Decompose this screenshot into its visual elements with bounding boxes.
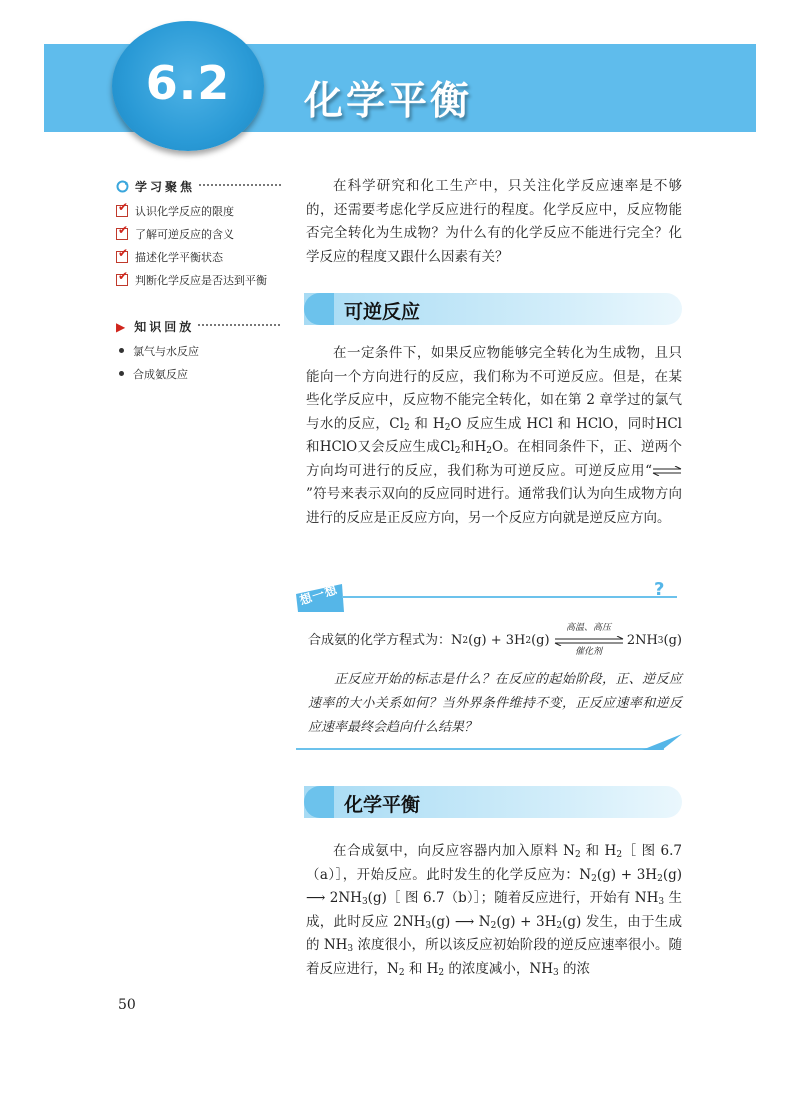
question-mark-icon: ? bbox=[654, 579, 665, 600]
heading-chemical-equilibrium bbox=[304, 786, 682, 818]
focus-item: ✔ 描述化学平衡状态 bbox=[116, 245, 281, 268]
heading-text: 化学平衡 bbox=[344, 794, 421, 816]
reversible-arrow-icon bbox=[652, 466, 682, 476]
review-item: 氯气与水反应 bbox=[116, 339, 280, 362]
dotted-leader bbox=[199, 184, 281, 186]
heading-tab bbox=[304, 293, 334, 325]
divider bbox=[296, 748, 664, 750]
think-box bbox=[296, 579, 684, 754]
learning-focus-heading bbox=[116, 178, 281, 195]
bullet-icon bbox=[119, 348, 124, 353]
reaction-condition-top: 高温、高压 bbox=[566, 623, 612, 633]
learning-focus-panel bbox=[116, 178, 281, 291]
divider bbox=[342, 596, 677, 598]
section-title: 化学平衡 bbox=[304, 79, 473, 124]
heading-tab bbox=[304, 786, 334, 818]
equilibrium-arrow bbox=[554, 623, 623, 657]
think-label: 想一想 bbox=[297, 582, 340, 608]
refresh-icon bbox=[116, 180, 129, 193]
focus-item: ✔ 了解可逆反应的含义 bbox=[116, 222, 281, 245]
section-number: 6.2 bbox=[145, 56, 231, 110]
dotted-leader bbox=[198, 324, 280, 326]
heading-reversible-reaction bbox=[304, 293, 682, 325]
knowledge-review-heading bbox=[116, 318, 280, 335]
review-item: 合成氨反应 bbox=[116, 362, 280, 385]
knowledge-review-title: 知识回放 bbox=[134, 320, 195, 334]
chemical-equilibrium-paragraph: 在合成氨中，向反应容器内加入原料 $N_2$ 和 $H_2[$ 图 6.7（a）］，开始反应。此时发生的化学反应为：$N_2(g) + 3H_2(g)$ ⟶ $2NH_3(g)[$ 图 6.7（b）］；随着反应进行，开始有 $NH_3$ 生成，此时反应 $2NH_3(g)$ ⟶ $N_2(g) + 3H_2(g)$ 发生，由于生成的 $NH_3$ 浓度很小，所以该反应初始阶段的逆反应速率很小。随着反应进行，$N_2$ 和 $H_2$ 的浓度减小，$NH_3$ 的浓 bbox=[306, 843, 682, 978]
learning-focus-title: 学习聚焦 bbox=[135, 180, 196, 194]
heading-text: 可逆反应 bbox=[344, 301, 421, 323]
corner-triangle-shape bbox=[642, 728, 682, 750]
page-number: 50 bbox=[118, 997, 136, 1013]
checkbox-checked-icon bbox=[116, 274, 128, 286]
checkbox-checked-icon bbox=[116, 251, 128, 263]
think-question: 正反应开始的标志是什么？在反应的起始阶段，正、逆反应速率的大小关系如何？当外界条件维持不变，正反应速率和逆反应速率最终会趋向什么结果？ bbox=[308, 672, 682, 735]
checkbox-checked-icon bbox=[116, 205, 128, 217]
knowledge-review-panel bbox=[116, 318, 280, 385]
focus-item: ✔ 认识化学反应的限度 bbox=[116, 199, 281, 222]
checkbox-checked-icon bbox=[116, 228, 128, 240]
bullet-icon bbox=[119, 371, 124, 376]
reaction-condition-bottom: 催化剂 bbox=[575, 647, 603, 657]
reversible-reaction-paragraph: 在一定条件下，如果反应物能够完全转化为生成物，且只能向一个方向进行的反应，我们称为不可逆反应。但是，在某些化学反应中，反应物不能完全转化，如在第 2 章学过的氯气与水的反应，$Cl_2$ 和 $H_2O$ 反应生成 HCl 和 HClO，同时HCl和HClO又会反应生成$Cl_2$和$H_2O$。在相同条件下，正、逆两个方向均可进行的反应，我们称为可逆反应。可逆反应用“”符号来表示双向的反应同时进行。通常我们认为向生成物方向进行的反应是正反应方向，另一个反应方向就是逆反应方向。 bbox=[306, 345, 682, 526]
play-triangle-icon: ▶ bbox=[116, 319, 129, 334]
focus-item: ✔ 判断化学反应是否达到平衡 bbox=[116, 268, 281, 291]
reversible-arrow-icon bbox=[554, 636, 624, 646]
intro-paragraph: 在科学研究和化工生产中，只关注化学反应速率是不够的，还需要考虑化学反应进行的程度。化学反应中，反应物能否完全转化为生成物？为什么有的化学反应不能进行完全？化学反应的程度又跟什么因素有关？ bbox=[306, 178, 682, 265]
ammonia-synthesis-equation: 合成氨的化学方程式为： N 2 (g) + 3H 2 (g) 高温、高压 催化剂 2NH 3 (g) bbox=[308, 623, 682, 657]
